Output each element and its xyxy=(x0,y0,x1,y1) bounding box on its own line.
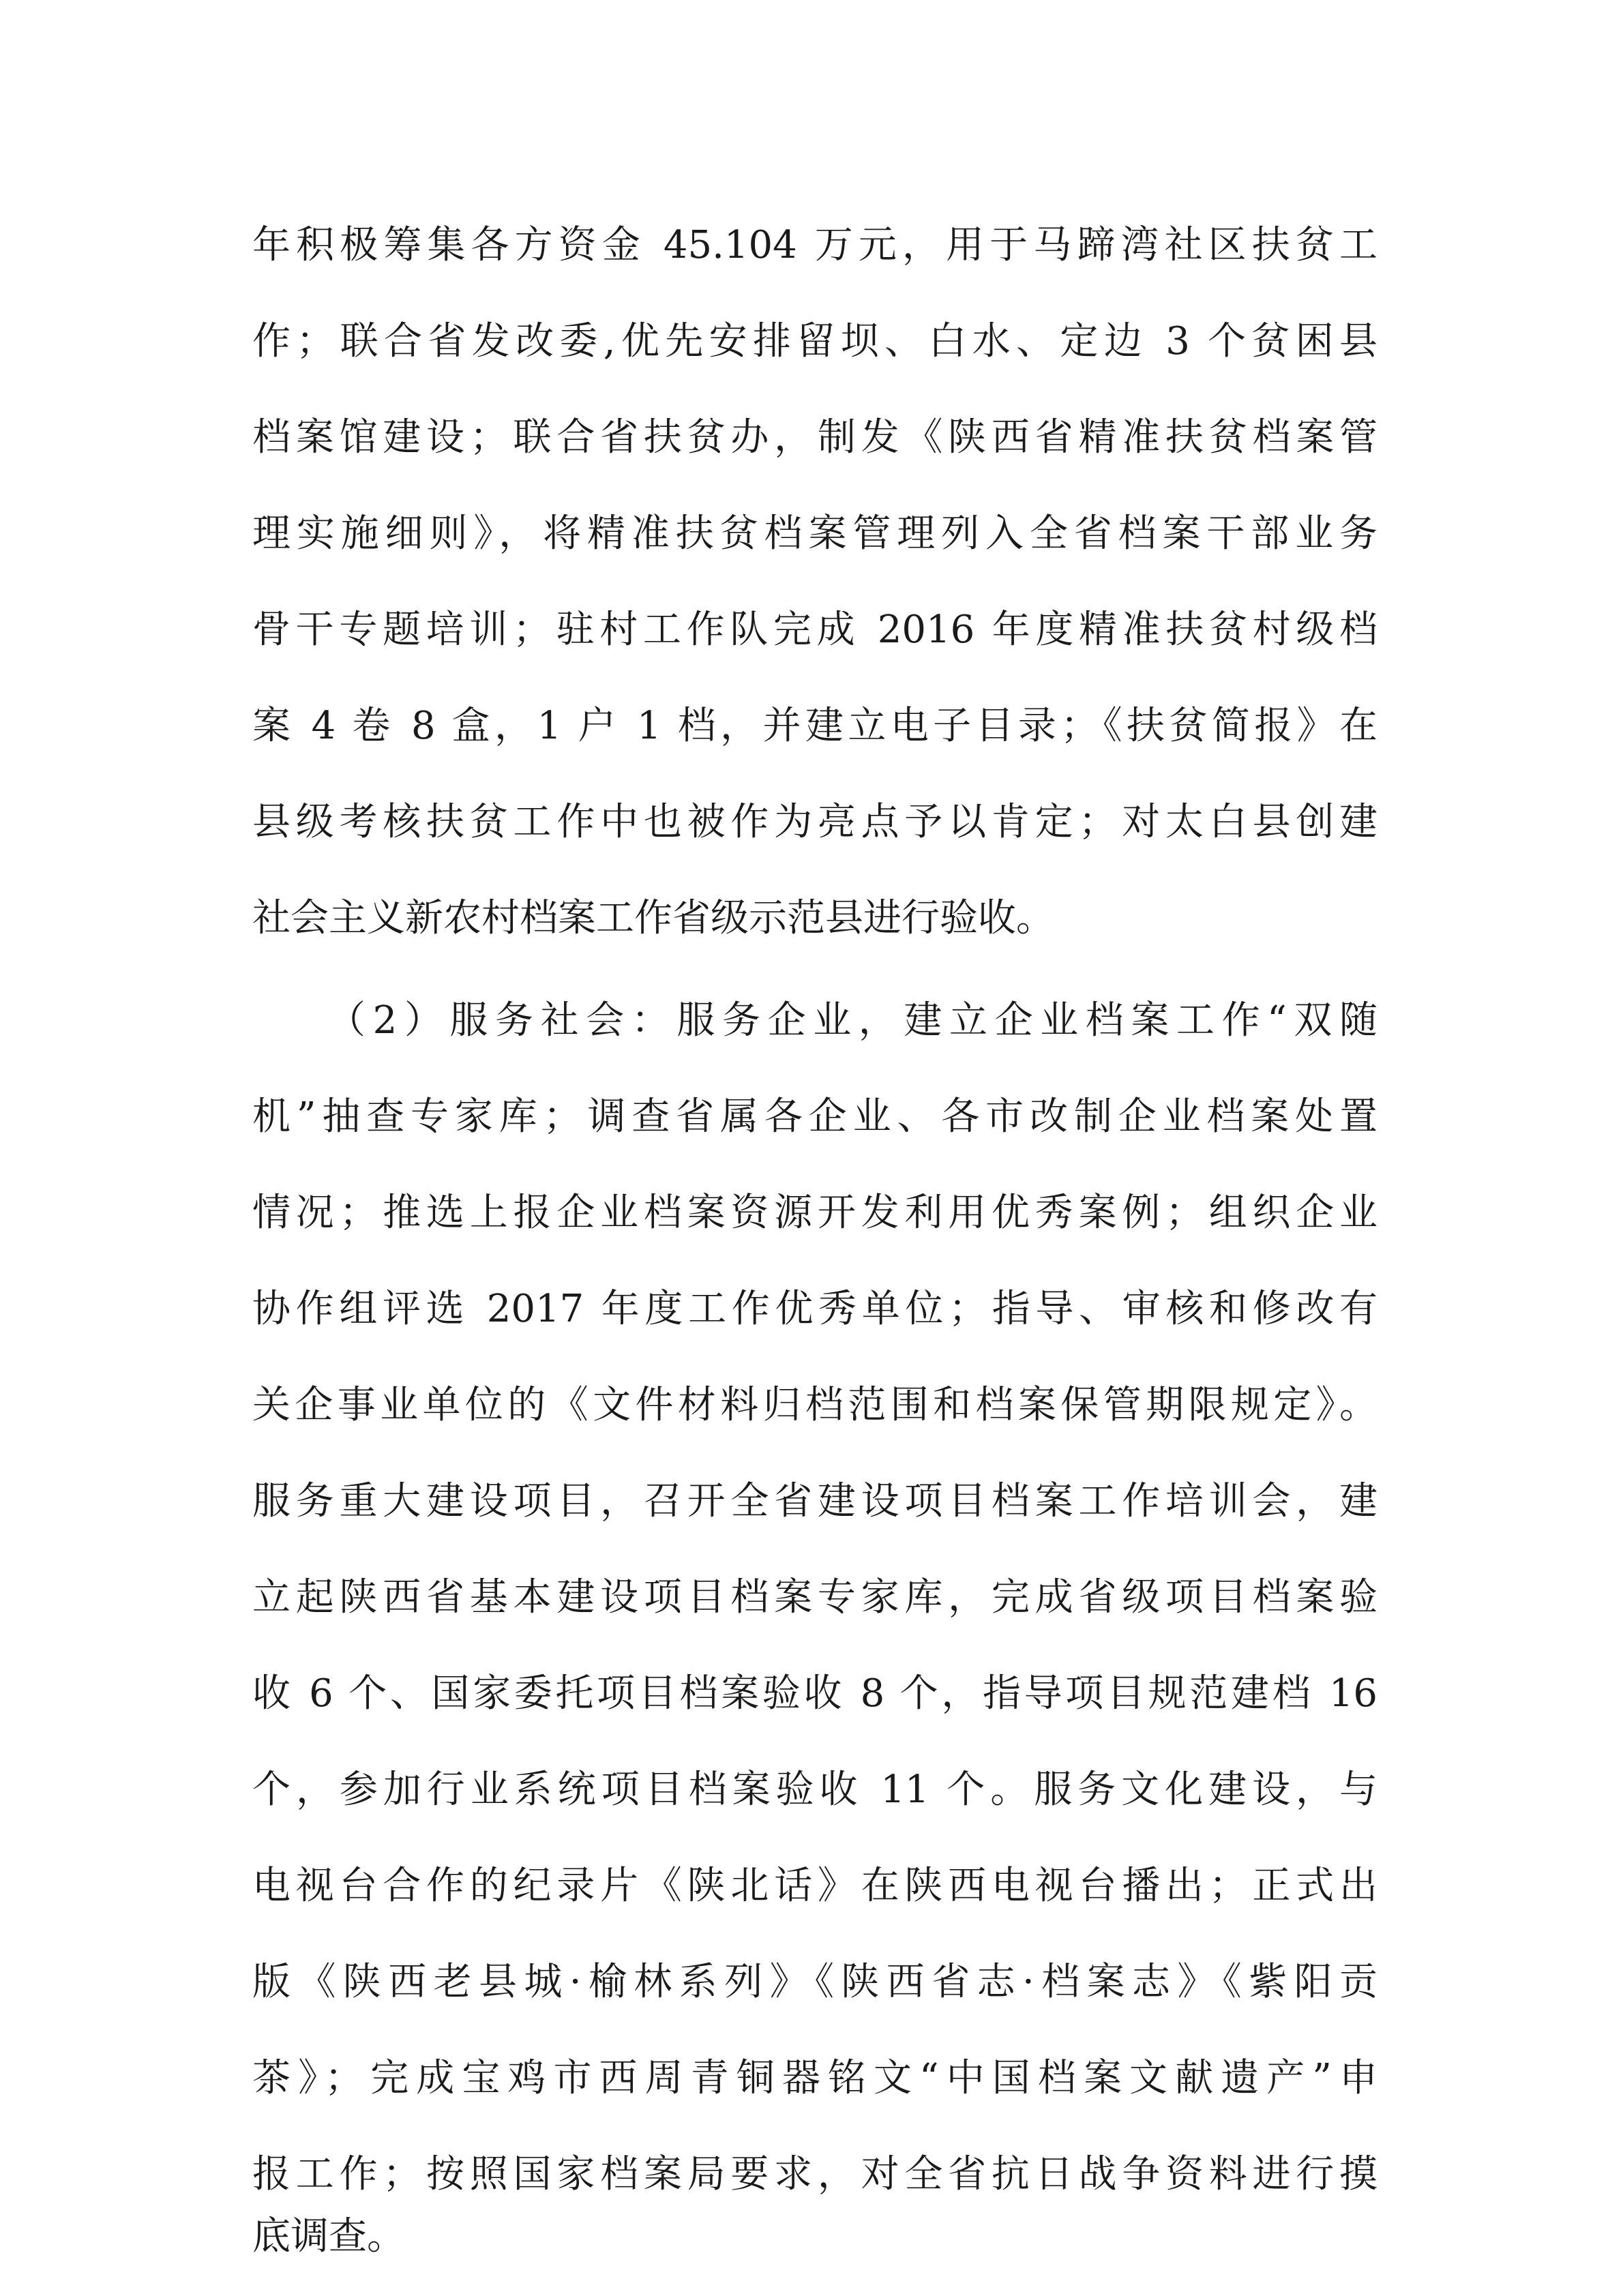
paragraph-2-line-8: 收 6 个、国家委托项目档案验收 8 个，指导项目规范建档 16 xyxy=(252,1671,1378,1716)
paragraph-2-line-9: 个，参加行业系统项目档案验收 11 个。服务文化建设，与 xyxy=(252,1768,1378,1812)
paragraph-2-line-6: 服务重大建设项目，召开全省建设项目档案工作培训会，建 xyxy=(252,1479,1378,1523)
paragraph-1-line-3: 档案馆建设；联合省扶贫办，制发《陕西省精准扶贫档案管 xyxy=(252,415,1378,460)
paragraph-1-line-2: 作；联合省发改委,优先安排留坝、白水、定边 3 个贫困县 xyxy=(252,319,1378,363)
paragraph-2-line-1: （2）服务社会：服务企业，建立企业档案工作“双随 xyxy=(327,998,1378,1043)
paragraph-1-line-4: 理实施细则》，将精准扶贫档案管理列入全省档案干部业务 xyxy=(252,511,1378,556)
paragraph-2-line-12: 茶》；完成宝鸡市西周青铜器铭文“中国档案文献遗产”申 xyxy=(252,2056,1378,2100)
paragraph-2-line-13: 报工作；按照国家档案局要求，对全省抗日战争资料进行摸 xyxy=(252,2152,1378,2196)
paragraph-1-line-8: 社会主义新农村档案工作省级示范县进行验收。 xyxy=(252,896,1054,940)
paragraph-2-line-5: 关企事业单位的《文件材料归档范围和档案保管期限规定》。 xyxy=(252,1383,1378,1427)
paragraph-1-line-5: 骨干专题培训；驻村工作队完成 2016 年度精准扶贫村级档 xyxy=(252,608,1378,652)
paragraph-1-line-6: 案 4 卷 8 盒，1 户 1 档，并建立电子目录；《扶贫简报》在 xyxy=(252,704,1378,748)
paragraph-2-line-10: 电视台合作的纪录片《陕北话》在陕西电视台播出；正式出 xyxy=(252,1864,1378,1908)
paragraph-2-line-11: 版《陕西老县城·榆林系列》《陕西省志·档案志》《紫阳贡 xyxy=(252,1960,1378,2004)
paragraph-2-line-7: 立起陕西省基本建设项目档案专家库，完成省级项目档案验 xyxy=(252,1575,1378,1620)
paragraph-2-line-3: 情况；推选上报企业档案资源开发利用优秀案例；组织企业 xyxy=(252,1191,1378,1235)
paragraph-1-line-1: 年积极筹集各方资金 45.104 万元，用于马蹄湾社区扶贫工 xyxy=(252,223,1378,267)
paragraph-2-line-14: 底调查。 xyxy=(252,2214,405,2258)
paragraph-1-line-7: 县级考核扶贫工作中也被作为亮点予以肯定；对太白县创建 xyxy=(252,800,1378,844)
paragraph-2-line-2: 机”抽查专家库；调查省属各企业、各市改制企业档案处置 xyxy=(252,1094,1378,1139)
paragraph-2-line-4: 协作组评选 2017 年度工作优秀单位；指导、审核和修改有 xyxy=(252,1287,1378,1331)
